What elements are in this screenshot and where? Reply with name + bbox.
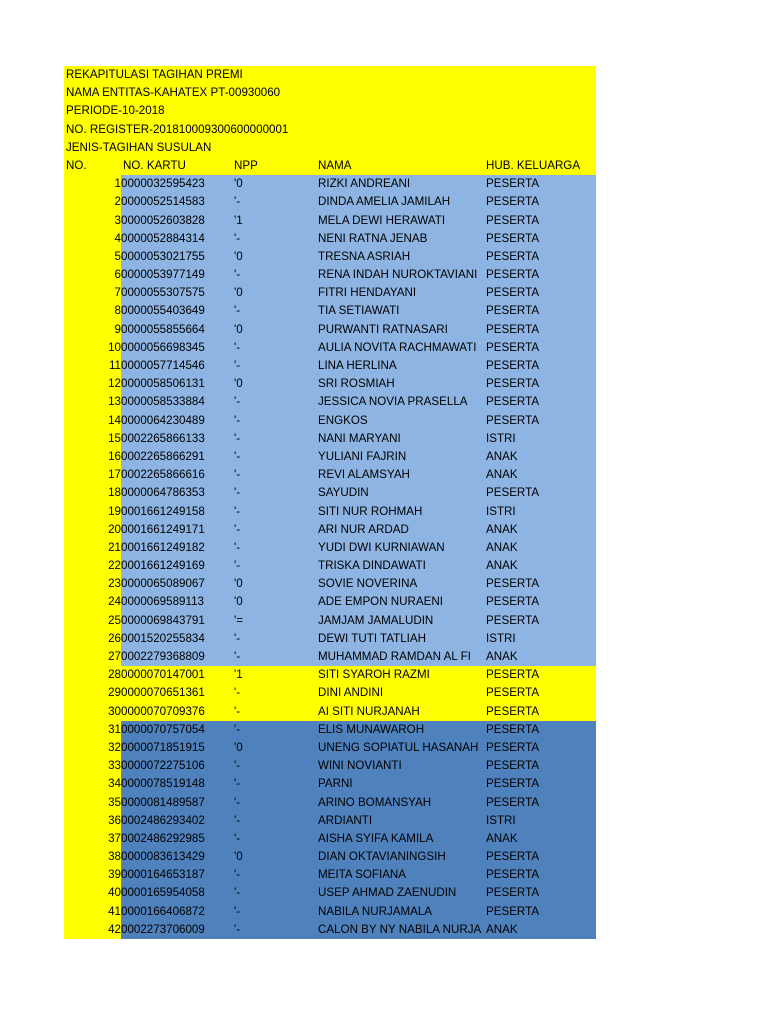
table-row (64, 848, 596, 866)
name-cell: MEITA SOFIANA (318, 868, 407, 882)
table-row (64, 612, 596, 630)
row-number: 30 (64, 703, 121, 721)
relation-cell: PESERTA (486, 177, 540, 191)
name-cell: YUDI DWI KURNIAWAN (318, 540, 445, 554)
npp-cell: '- (234, 722, 241, 736)
card-number-cell: 0000052514583 (121, 195, 205, 209)
row-number: 35 (64, 794, 121, 812)
relation-cell: PESERTA (486, 395, 540, 409)
card-number-cell: 0001661249182 (121, 540, 205, 554)
card-number-cell: 0002279368809 (121, 650, 205, 663)
npp-cell: '- (234, 231, 241, 245)
name-cell: JAMJAM JAMALUDIN (318, 613, 434, 627)
card-number-cell: 0000064230489 (121, 413, 205, 427)
row-number: 6 (64, 266, 121, 284)
spreadsheet (64, 66, 596, 939)
card-number-cell: 0002273706009 (121, 922, 205, 936)
npp-cell: '- (234, 704, 241, 718)
card-number-cell: 0000055307575 (121, 286, 205, 300)
name-cell: CALON BY NY NABILA NURJA (318, 922, 482, 936)
row-number: 31 (64, 721, 121, 739)
card-number-cell: 0000069589113 (121, 595, 204, 609)
name-cell: PARNI (318, 777, 353, 791)
card-number-cell: 0002486292985 (121, 831, 205, 845)
relation-cell: PESERTA (486, 413, 540, 427)
table-row (64, 775, 596, 793)
row-number: 17 (64, 466, 121, 484)
card-number-cell: 0000055403649 (121, 304, 205, 318)
row-number: 10 (64, 339, 121, 357)
name-cell: SRI ROSMIAH (318, 377, 395, 391)
name-cell: DINI ANDINI (318, 686, 384, 700)
row-number: 16 (64, 448, 121, 466)
relation-cell: ISTRI (486, 631, 516, 645)
table-row (64, 830, 596, 848)
table-row (64, 812, 596, 830)
card-number-cell: 0002265866291 (121, 449, 205, 463)
table-row (64, 739, 596, 757)
row-number: 3 (64, 212, 121, 230)
relation-cell: PESERTA (486, 195, 540, 209)
row-number: 19 (64, 503, 121, 521)
card-number-cell: 0000164653187 (121, 868, 205, 882)
name-cell: FITRI HENDAYANI (318, 286, 417, 300)
name-cell: AISHA SYIFA KAMILA (318, 831, 434, 845)
table-row (64, 248, 596, 266)
table-row (64, 375, 596, 393)
row-number: 7 (64, 284, 121, 302)
npp-cell: '- (234, 359, 241, 372)
card-number-cell: 0000057714546 (121, 359, 205, 372)
npp-cell: '0 (234, 740, 243, 754)
row-number: 13 (64, 393, 121, 411)
table-row (64, 503, 596, 521)
table-row (64, 339, 596, 357)
relation-cell: ISTRI (486, 504, 516, 518)
name-cell: REVI ALAMSYAH (318, 468, 410, 482)
relation-cell: PESERTA (486, 486, 540, 500)
card-number-cell: 0000052884314 (121, 231, 205, 245)
npp-cell: '- (234, 522, 241, 536)
row-number: 8 (64, 302, 121, 320)
card-number-cell: 0001661249158 (121, 504, 205, 518)
table-row (64, 794, 596, 812)
name-cell: MUHAMMAD RAMDAN AL FI (318, 650, 471, 663)
name-cell: NABILA NURJAMALA (318, 904, 433, 918)
row-number: 4 (64, 230, 121, 248)
row-number: 39 (64, 866, 121, 884)
npp-cell: '- (234, 486, 241, 500)
table-row (64, 884, 596, 902)
table-row (64, 921, 596, 939)
card-number-cell: 0000058506131 (121, 377, 205, 391)
column-header-row (64, 157, 596, 175)
row-number: 34 (64, 775, 121, 793)
npp-cell: '1 (234, 668, 243, 682)
npp-cell: '- (234, 449, 241, 463)
card-number-cell: 0000165954058 (121, 886, 205, 900)
row-number: 32 (64, 739, 121, 757)
npp-cell: '0 (234, 177, 243, 191)
name-cell: WINI NOVIANTI (318, 759, 402, 773)
npp-cell: '- (234, 413, 241, 427)
row-number: 20 (64, 521, 121, 539)
name-cell: DINDA AMELIA JAMILAH (318, 195, 451, 209)
table-row (64, 757, 596, 775)
table-row (64, 466, 596, 484)
column-header-no: NO. (66, 158, 87, 172)
relation-cell: PESERTA (486, 759, 540, 773)
table-row (64, 684, 596, 702)
card-number-cell: 0002486293402 (121, 813, 205, 827)
card-number-cell: 0000064786353 (121, 486, 205, 500)
npp-cell: '- (234, 431, 241, 445)
table-row (64, 302, 596, 320)
table-row (64, 430, 596, 448)
name-cell: ADE EMPON NURAENI (318, 595, 443, 609)
relation-cell: PESERTA (486, 340, 540, 354)
npp-cell: '0 (234, 377, 243, 391)
relation-cell: PESERTA (486, 868, 540, 882)
table-row (64, 575, 596, 593)
relation-cell: PESERTA (486, 686, 540, 700)
relation-cell: PESERTA (486, 322, 540, 336)
name-cell: AULIA NOVITA RACHMAWATI (318, 340, 477, 354)
table-row (64, 412, 596, 430)
card-number-cell: 0000069843791 (121, 613, 205, 627)
row-number: 15 (64, 430, 121, 448)
npp-cell: '- (234, 340, 241, 354)
table-row (64, 175, 596, 193)
row-number: 42 (64, 921, 121, 939)
table-row (64, 666, 596, 684)
name-cell: SAYUDIN (318, 486, 369, 500)
row-number: 18 (64, 484, 121, 502)
card-number-cell: 0001661249169 (121, 559, 205, 573)
name-cell: SITI SYAROH RAZMI (318, 668, 430, 682)
npp-cell: '- (234, 268, 241, 282)
card-number-cell: 0000065089067 (121, 577, 205, 591)
row-number: 9 (64, 321, 121, 339)
entity-line: NAMA ENTITAS-KAHATEX PT-00930060 (64, 84, 596, 102)
relation-cell: ANAK (486, 468, 518, 482)
row-number: 29 (64, 684, 121, 702)
npp-cell: '= (234, 613, 243, 627)
card-number-cell: 0000081489587 (121, 795, 205, 809)
npp-cell: '- (234, 631, 241, 645)
row-number: 14 (64, 412, 121, 430)
npp-cell: '- (234, 559, 241, 573)
relation-cell: PESERTA (486, 722, 540, 736)
npp-cell: '- (234, 904, 241, 918)
card-number-cell: 0000070757054 (121, 722, 205, 736)
card-number-cell: 0001661249171 (121, 522, 205, 536)
card-number-cell: 0000072275106 (121, 759, 205, 773)
name-cell: LINA HERLINA (318, 359, 397, 372)
table-row (64, 393, 596, 411)
npp-cell: '- (234, 886, 241, 900)
column-header-npp: NPP (234, 158, 258, 172)
table-row (64, 593, 596, 611)
relation-cell: ANAK (486, 540, 518, 554)
table-row (64, 703, 596, 721)
name-cell: ELIS MUNAWAROH (318, 722, 425, 736)
register-line: NO. REGISTER-201810009300600000001 (64, 121, 596, 139)
name-cell: MELA DEWI HERAWATI (318, 213, 446, 227)
table-row (64, 266, 596, 284)
relation-cell: ANAK (486, 522, 518, 536)
npp-cell: '0 (234, 595, 243, 609)
row-number: 11 (64, 357, 121, 375)
card-number-cell: 0000053021755 (121, 249, 205, 263)
card-number-cell: 0000056698345 (121, 340, 205, 354)
relation-cell: PESERTA (486, 359, 540, 372)
row-number: 36 (64, 812, 121, 830)
relation-cell: PESERTA (486, 704, 540, 718)
table-body (64, 175, 596, 939)
npp-cell: '0 (234, 577, 243, 591)
table-row (64, 866, 596, 884)
row-number: 23 (64, 575, 121, 593)
npp-cell: '1 (234, 213, 243, 227)
name-cell: DEWI TUTI TATLIAH (318, 631, 426, 645)
name-cell: YULIANI FAJRIN (318, 449, 407, 463)
table-row (64, 230, 596, 248)
npp-cell: '- (234, 395, 241, 409)
row-number: 2 (64, 193, 121, 211)
name-cell: RENA INDAH NUROKTAVIANI (318, 268, 478, 282)
period-line: PERIODE-10-2018 (64, 102, 596, 120)
row-number: 12 (64, 375, 121, 393)
npp-cell: '- (234, 922, 241, 936)
card-number-cell: 0000078519148 (121, 777, 205, 791)
relation-cell: PESERTA (486, 577, 540, 591)
row-number: 41 (64, 903, 121, 921)
relation-cell: PESERTA (486, 286, 540, 300)
name-cell: TRESNA ASRIAH (318, 249, 411, 263)
table-row (64, 903, 596, 921)
name-cell: ENGKOS (318, 413, 368, 427)
column-header-hub: HUB. KELUARGA (486, 158, 581, 172)
card-number-cell: 0000055855664 (121, 322, 205, 336)
title-line: REKAPITULASI TAGIHAN PREMI (64, 66, 596, 84)
card-number-cell: 0000070651361 (121, 686, 205, 700)
npp-cell: '- (234, 831, 241, 845)
table-row (64, 212, 596, 230)
row-number: 26 (64, 630, 121, 648)
relation-cell: ANAK (486, 559, 518, 573)
name-cell: PURWANTI RATNASARI (318, 322, 448, 336)
relation-cell: PESERTA (486, 377, 540, 391)
row-number: 40 (64, 884, 121, 902)
npp-cell: '- (234, 468, 241, 482)
row-number: 25 (64, 612, 121, 630)
relation-cell: ANAK (486, 449, 518, 463)
relation-cell: PESERTA (486, 268, 540, 282)
npp-cell: '0 (234, 850, 243, 864)
name-cell: AI SITI NURJANAH (318, 704, 420, 718)
card-number-cell: 0000058533884 (121, 395, 205, 409)
relation-cell: PESERTA (486, 740, 540, 754)
row-number: 27 (64, 648, 121, 666)
column-header-kartu: NO. KARTU (123, 158, 186, 172)
name-cell: SOVIE NOVERINA (318, 577, 418, 591)
relation-cell: PESERTA (486, 231, 540, 245)
relation-cell: PESERTA (486, 613, 540, 627)
relation-cell: ANAK (486, 922, 518, 936)
name-cell: ARINO BOMANSYAH (318, 795, 432, 809)
relation-cell: ISTRI (486, 813, 516, 827)
table-row (64, 321, 596, 339)
npp-cell: '- (234, 650, 241, 663)
card-number-cell: 0000070709376 (121, 704, 205, 718)
card-number-cell: 0001520255834 (121, 631, 205, 645)
name-cell: JESSICA NOVIA PRASELLA (318, 395, 468, 409)
row-number: 1 (64, 175, 121, 193)
relation-cell: PESERTA (486, 213, 540, 227)
name-cell: RIZKI ANDREANI (318, 177, 411, 191)
card-number-cell: 0000053977149 (121, 268, 205, 282)
card-number-cell: 0000083613429 (121, 850, 205, 864)
npp-cell: '0 (234, 322, 243, 336)
name-cell: DIAN OKTAVIANINGSIH (318, 850, 446, 864)
relation-cell: PESERTA (486, 249, 540, 263)
npp-cell: '- (234, 686, 241, 700)
name-cell: SITI NUR ROHMAH (318, 504, 423, 518)
card-number-cell: 0002265866616 (121, 468, 205, 482)
npp-cell: '- (234, 540, 241, 554)
row-number: 22 (64, 557, 121, 575)
name-cell: TRISKA DINDAWATI (318, 559, 426, 573)
npp-cell: '0 (234, 249, 243, 263)
npp-cell: '- (234, 795, 241, 809)
card-number-cell: 0000071851915 (121, 740, 205, 754)
table-row (64, 193, 596, 211)
relation-cell: PESERTA (486, 795, 540, 809)
relation-cell: PESERTA (486, 777, 540, 791)
table-row (64, 630, 596, 648)
table-row (64, 284, 596, 302)
relation-cell: ISTRI (486, 431, 516, 445)
relation-cell: PESERTA (486, 304, 540, 318)
relation-cell: PESERTA (486, 850, 540, 864)
row-number: 37 (64, 830, 121, 848)
row-number: 28 (64, 666, 121, 684)
table-row (64, 448, 596, 466)
table-row (64, 557, 596, 575)
relation-cell: PESERTA (486, 595, 540, 609)
name-cell: ARDIANTI (318, 813, 373, 827)
npp-cell: '- (234, 759, 241, 773)
card-number-cell: 0000032595423 (121, 177, 205, 191)
table-row (64, 721, 596, 739)
relation-cell: PESERTA (486, 886, 540, 900)
name-cell: NANI MARYANI (318, 431, 401, 445)
relation-cell: PESERTA (486, 668, 540, 682)
row-number: 24 (64, 593, 121, 611)
name-cell: UNENG SOPIATUL HASANAH (318, 740, 479, 754)
table-row (64, 521, 596, 539)
name-cell: USEP AHMAD ZAENUDIN (318, 886, 457, 900)
table-row (64, 539, 596, 557)
table-row (64, 484, 596, 502)
row-number: 33 (64, 757, 121, 775)
npp-cell: '- (234, 304, 241, 318)
name-cell: ARI NUR ARDAD (318, 522, 409, 536)
column-header-nama: NAMA (318, 158, 352, 172)
row-number: 5 (64, 248, 121, 266)
relation-cell: PESERTA (486, 904, 540, 918)
row-number: 38 (64, 848, 121, 866)
npp-cell: '- (234, 195, 241, 209)
npp-cell: '0 (234, 286, 243, 300)
type-line: JENIS-TAGIHAN SUSULAN (64, 139, 596, 157)
relation-cell: ANAK (486, 831, 518, 845)
npp-cell: '- (234, 813, 241, 827)
name-cell: TIA SETIAWATI (318, 304, 400, 318)
name-cell: NENI RATNA JENAB (318, 231, 428, 245)
card-number-cell: 0000052603828 (121, 213, 205, 227)
table-row (64, 648, 596, 666)
card-number-cell: 0000166406872 (121, 904, 205, 918)
card-number-cell: 0000070147001 (121, 668, 205, 682)
card-number-cell: 0002265866133 (121, 431, 205, 445)
npp-cell: '- (234, 504, 241, 518)
row-number: 21 (64, 539, 121, 557)
npp-cell: '- (234, 868, 241, 882)
relation-cell: ANAK (486, 650, 518, 663)
table-row (64, 357, 596, 375)
npp-cell: '- (234, 777, 241, 791)
